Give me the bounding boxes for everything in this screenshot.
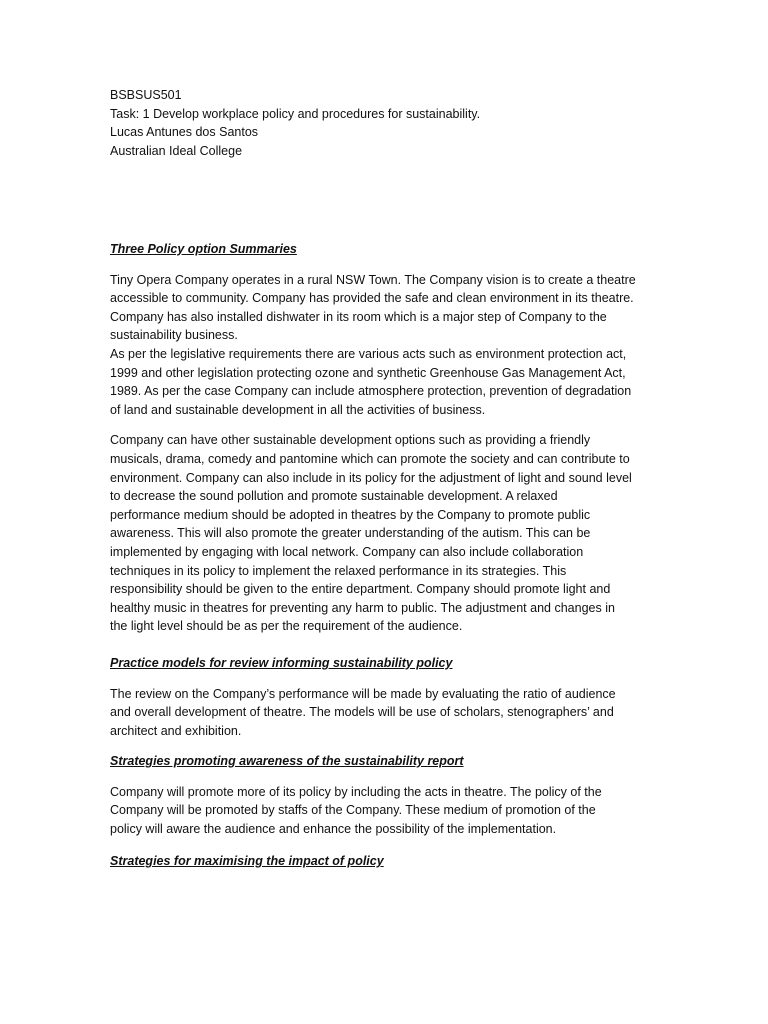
section-heading: Three Policy option Summaries: [110, 242, 297, 256]
text-line: Company can have other sustainable development options such as providing a friendly: [110, 433, 591, 448]
text-line: techniques in its policy to implement the relaxed performance in its strategies. This: [110, 563, 567, 578]
paragraph: [110, 685, 662, 741]
text-line: Company has also installed dishwater in its room which is a major step of Company to the: [110, 309, 607, 324]
institution-name: Australian Ideal College: [110, 143, 243, 158]
text-line: performance medium should be adopted in theatres by the Company to promote public: [110, 507, 591, 522]
text-line: architect and exhibition.: [110, 723, 242, 738]
text-line: accessible to community. Company has provided the safe and clean environment in its theatre.: [110, 291, 634, 306]
text-line: policy will aware the audience and enhance the possibility of the implementation.: [110, 821, 557, 836]
text-line: As per the legislative requirements there are various acts such as environment protection act,: [110, 346, 627, 361]
text-line: the light level should be as per the requirement of the audience.: [110, 619, 463, 634]
section-awareness-strategies: [110, 752, 662, 838]
text-line: musicals, drama, comedy and pantomine which can promote the society and can contribute to: [110, 451, 630, 466]
task-title: Task: 1 Develop workplace policy and procedures for sustainability.: [110, 106, 481, 121]
paragraph: [110, 271, 662, 420]
paragraph: [110, 431, 662, 636]
section-heading: Strategies promoting awareness of the sustainability report: [110, 754, 464, 768]
document-header: [110, 86, 662, 160]
text-line: Tiny Opera Company operates in a rural NSW Town. The Company vision is to create a theatre: [110, 272, 636, 287]
text-line: 1989. As per the case Company can include atmosphere protection, prevention of degradation: [110, 384, 632, 399]
text-line: 1999 and other legislation protecting ozone and synthetic Greenhouse Gas Management Act,: [110, 365, 626, 380]
text-line: to decrease the sound pollution and promote sustainable development. A relaxed: [110, 489, 558, 504]
section-impact-strategies: [110, 852, 662, 871]
section-practice-models: [110, 654, 662, 740]
text-line: healthy music in theatres for preventing any harm to public. The adjustment and changes in: [110, 600, 615, 615]
text-line: implemented by engaging with local network. Company can also include collaboration: [110, 544, 584, 559]
text-line: environment. Company can also include in its policy for the adjustment of light and sound level: [110, 470, 632, 485]
text-line: sustainability business.: [110, 328, 238, 343]
author-name: Lucas Antunes dos Santos: [110, 125, 259, 140]
text-line: Company will promote more of its policy by including the acts in theatre. The policy of the: [110, 784, 602, 799]
section-heading: Strategies for maximising the impact of policy: [110, 854, 384, 868]
text-line: The review on the Company’s performance will be made by evaluating the ratio of audience: [110, 686, 616, 701]
text-line: responsibility should be given to the entire department. Company should promote light and: [110, 582, 611, 597]
unit-code: BSBSUS501: [110, 88, 182, 102]
section-heading: Practice models for review informing sustainability policy: [110, 656, 453, 670]
text-line: awareness. This will also promote the greater understanding of the autism. This can be: [110, 526, 591, 541]
text-line: and overall development of theatre. The models will be use of scholars, stenographers’ and: [110, 705, 614, 720]
section-policy-summaries: [110, 240, 662, 636]
paragraph: [110, 783, 662, 839]
text-line: of land and sustainable development in all the activities of business.: [110, 402, 486, 417]
text-line: Company will be promoted by staffs of the Company. These medium of promotion of the: [110, 803, 596, 818]
